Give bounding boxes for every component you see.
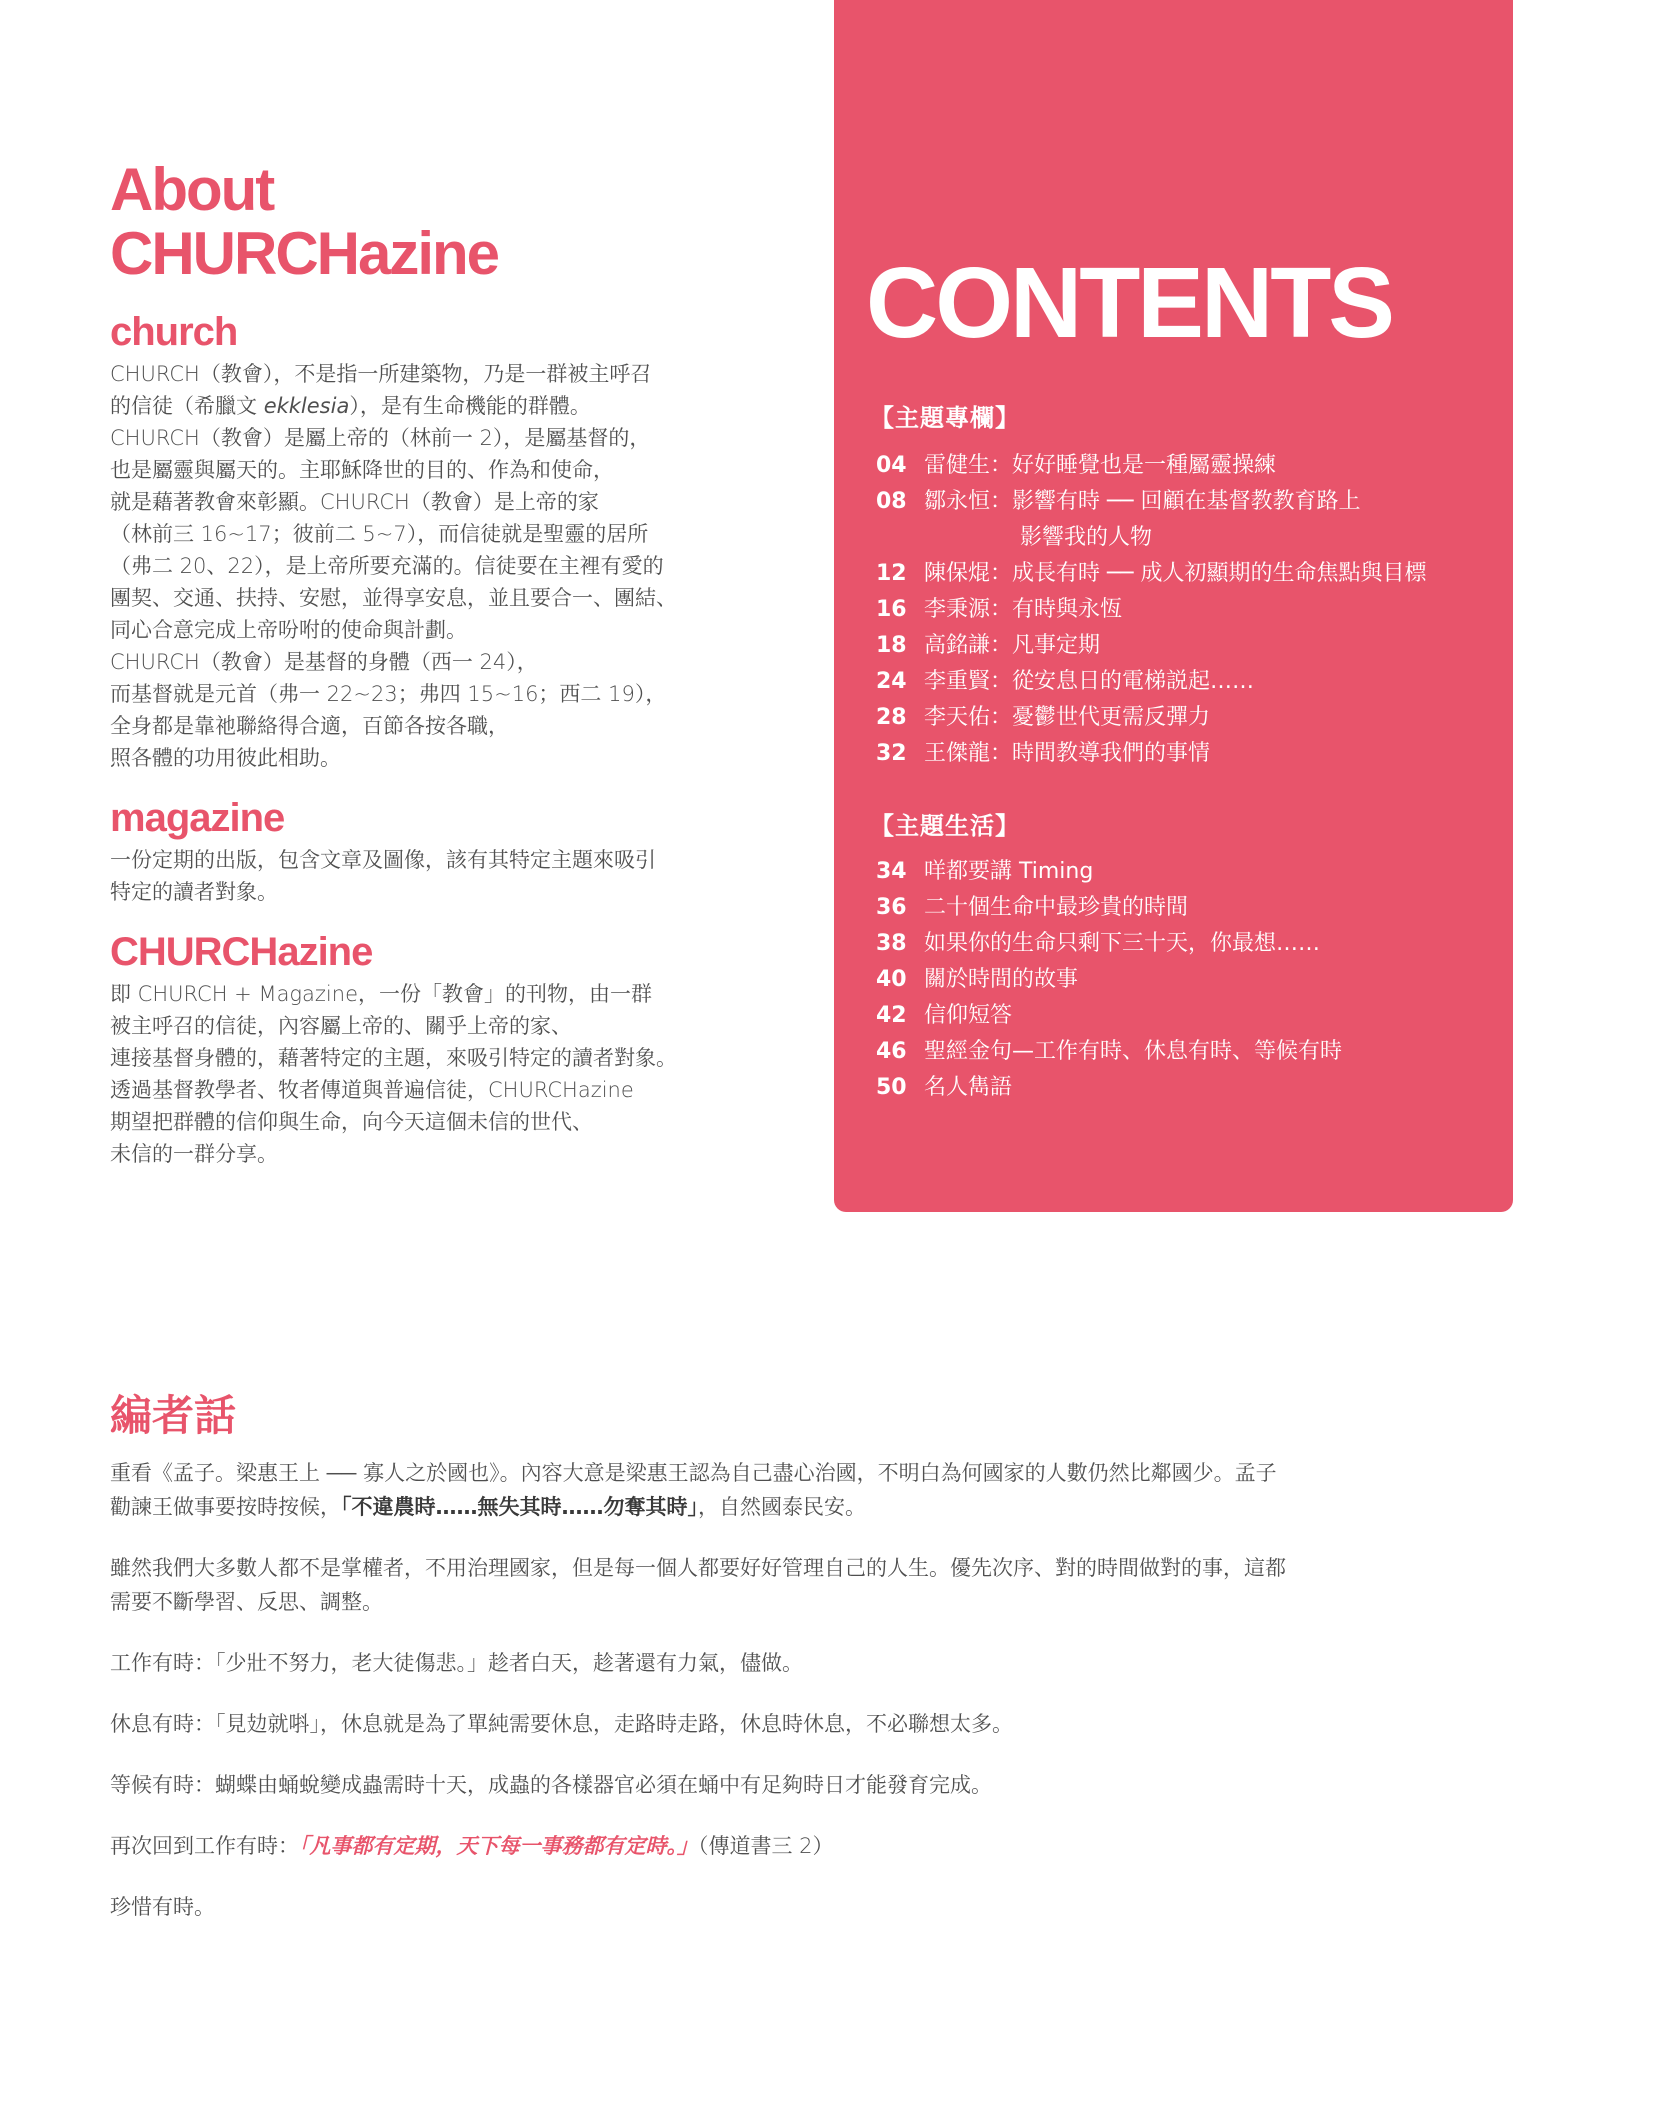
contents-panel [834,0,1513,1212]
editor-title: 編者話 [110,1391,237,1440]
toc-title-line: 陳保焜：成長有時 ── 成人初顯期的生命焦點與目標 [924,561,1427,586]
editor-paragraph-4: 休息有時：「見攰就唞」，休息就是為了單純需要休息，走路時走路，休息時休息，不必聯想太多。 [110,1712,1013,1736]
paragraph-line: 期望把群體的信仰與生命，向今天這個未信的世代、 [110,1110,593,1134]
paragraph-line: 同心合意完成上帝吩咐的使命與計劃。 [110,618,467,642]
church-heading: church [110,310,238,354]
paragraph-line: 即 CHURCH + Magazine，一份「教會」的刊物，由一群 [110,982,652,1006]
editor-paragraph-5: 等候有時：蝴蝶由蛹蛻變成蟲需時十天，成蟲的各樣器官必須在蛹中有足夠時日才能發育完成。 [110,1773,992,1797]
paragraph-line: （弗二 20、22），是上帝所要充滿的。信徒要在主裡有愛的 [110,554,664,578]
toc-item[interactable] [876,854,1496,890]
toc-page-number: 04 [876,453,907,478]
churchazine-paragraph [110,978,790,1170]
paragraph-line: 而基督就是元首（弗一 22~23；弗四 15~16；西二 19）， [110,682,667,706]
paragraph-line [110,390,790,422]
magazine-paragraph [110,844,790,908]
toc-title [924,926,1496,962]
editor-p2-line1: 雖然我們大多數人都不是掌權者，不用治理國家，但是每一個人都要好好管理自己的人生。優先次序、對的時間做對的事，這都 [110,1556,1286,1580]
churchazine-heading: CHURCHazine [110,930,373,974]
toc-title [924,736,1496,772]
toc-page-number: 50 [876,1075,907,1100]
toc-item[interactable] [876,962,1496,998]
toc-group-title-columns: 【主題專欄】 [870,404,1020,432]
toc-title-line: 雷健生：好好睡覺也是一種屬靈操練 [924,453,1277,478]
editor-p6-quote: 「凡事都有定期，天下每一事務都有定時。」 [299,1834,698,1858]
line-part: ），是有生命機能的群體。 [349,394,591,418]
contents-title: CONTENTS [866,247,1392,359]
paragraph-line: 照各體的功用彼此相助。 [110,746,341,770]
toc-item[interactable] [876,1034,1496,1070]
toc-title [924,556,1496,592]
toc-item[interactable] [876,664,1496,700]
editor-section [110,1390,1520,1951]
editor-paragraph-1 [110,1456,1520,1524]
toc-title-line: 影響我的人物 [1020,525,1153,550]
about-title-line2: CHURCHazine [110,220,499,287]
paragraph-line: 特定的讀者對象。 [110,880,278,904]
paragraph-line: 透過基督教學者、牧者傳道與普遍信徒，CHURCHazine [110,1078,634,1102]
toc-page-number: 12 [876,561,907,586]
editor-p2-line2: 需要不斷學習、反思、調整。 [110,1590,383,1614]
editor-paragraph-2 [110,1551,1520,1619]
toc-item[interactable] [876,448,1496,484]
church-paragraph [110,358,790,774]
toc-title [924,700,1496,736]
toc-page-number: 28 [876,705,907,730]
toc-title [924,1034,1496,1070]
toc-page-number: 32 [876,741,907,766]
toc-page-number: 18 [876,633,907,658]
paragraph-line: 一份定期的出版，包含文章及圖像，該有其特定主題來吸引 [110,848,656,872]
editor-p6-ref: （傳道書三 2） [698,1834,834,1858]
toc-title-line: 信仰短答 [924,1003,1013,1028]
toc-title [924,484,1496,556]
toc-title [924,448,1496,484]
toc-title [924,664,1496,700]
toc-title-line: 鄒永恒：影響有時 ── 回顧在基督教教育路上 [924,489,1361,514]
toc-item[interactable] [876,484,1496,556]
paragraph-line: 就是藉著教會來彰顯。CHURCH（教會）是上帝的家 [110,490,599,514]
toc-title-line: 咩都要講 Timing [924,859,1094,884]
editor-paragraph-3: 工作有時：「少壯不努力，老大徒傷悲。」趁者白天，趁著還有力氣，儘做。 [110,1651,803,1675]
toc-page-number: 08 [876,489,907,514]
editor-p1-quote: 「不違農時……無失其時……勿奪其時」 [341,1495,698,1519]
toc-list-columns [876,448,1496,772]
paragraph-line: CHURCH（教會）是屬上帝的（林前一 2），是屬基督的， [110,426,651,450]
toc-item[interactable] [876,592,1496,628]
paragraph-line: CHURCH（教會），不是指一所建築物，乃是一群被主呼召 [110,362,652,386]
toc-page-number: 24 [876,669,907,694]
toc-item[interactable] [876,1070,1496,1106]
paragraph-line: 團契、交通、扶持、安慰，並得享安息，並且要合一、團結、 [110,586,677,610]
paragraph-line: 未信的一群分享。 [110,1142,278,1166]
toc-title [924,854,1496,890]
toc-item[interactable] [876,700,1496,736]
toc-item[interactable] [876,556,1496,592]
toc-title-line: 關於時間的故事 [924,967,1079,992]
editor-p1-line1: 重看《孟子。梁惠王上 ── 寡人之於國也》。內容大意是梁惠王認為自己盡心治國，不明白為何國家的人數仍然比鄰國少。孟子 [110,1461,1277,1485]
toc-title-line: 高銘謙：凡事定期 [924,633,1101,658]
toc-title-line: 王傑龍：時間教導我們的事情 [924,741,1211,766]
toc-page-number: 40 [876,967,907,992]
toc-title-line: 聖經金句—工作有時、休息有時、等候有時 [924,1039,1343,1064]
greek-term: ekklesia [263,394,350,418]
toc-title [924,628,1496,664]
editor-p1-end: ，自然國泰民安。 [698,1495,866,1519]
toc-title [924,1070,1496,1106]
toc-title-line: 二十個生命中最珍貴的時間 [924,895,1189,920]
about-section [110,158,790,1170]
toc-title [924,962,1496,998]
editor-p1-line2 [110,1490,1520,1524]
toc-page-number: 34 [876,859,907,884]
toc-title [924,592,1496,628]
editor-p6-text: 再次回到工作有時： [110,1834,299,1858]
toc-title-line: 李秉源：有時與永恆 [924,597,1123,622]
toc-item[interactable] [876,736,1496,772]
about-title [110,158,790,286]
paragraph-line: 連接基督身體的，藉著特定的主題，來吸引特定的讀者對象。 [110,1046,677,1070]
editor-paragraph-6 [110,1829,1520,1863]
editor-paragraph-7: 珍惜有時。 [110,1895,215,1919]
toc-group-title-life: 【主題生活】 [870,812,1020,840]
toc-item[interactable] [876,926,1496,962]
paragraph-line: 也是屬靈與屬天的。主耶穌降世的目的、作為和使命， [110,458,614,482]
toc-title-line: 李重賢：從安息日的電梯説起…… [924,669,1255,694]
toc-page-number: 38 [876,931,907,956]
toc-page-number: 16 [876,597,907,622]
paragraph-line: 全身都是靠祂聯絡得合適，百節各按各職， [110,714,509,738]
paragraph-line: 被主呼召的信徒，內容屬上帝的、關乎上帝的家、 [110,1014,572,1038]
toc-title [924,998,1496,1034]
toc-title [924,890,1496,926]
paragraph-line: CHURCH（教會）是基督的身體（西一 24）， [110,650,538,674]
toc-title-line: 李天佑：憂鬱世代更需反彈力 [924,705,1211,730]
toc-page-number: 42 [876,1003,907,1028]
toc-list-life [876,854,1496,1106]
toc-item[interactable] [876,998,1496,1034]
editor-p1-text: 勸諫王做事要按時按候， [110,1495,341,1519]
toc-item[interactable] [876,890,1496,926]
paragraph-line: （林前三 16~17；彼前二 5~7），而信徒就是聖靈的居所 [110,522,649,546]
magazine-heading: magazine [110,796,285,840]
about-title-line1: About [110,156,274,223]
toc-page-number: 46 [876,1039,907,1064]
toc-item[interactable] [876,628,1496,664]
line-part: 的信徒（希臘文 [110,394,264,418]
toc-page-number: 36 [876,895,907,920]
toc-title-line: 如果你的生命只剩下三十天，你最想…… [924,931,1321,956]
toc-title-line: 名人雋語 [924,1075,1013,1100]
